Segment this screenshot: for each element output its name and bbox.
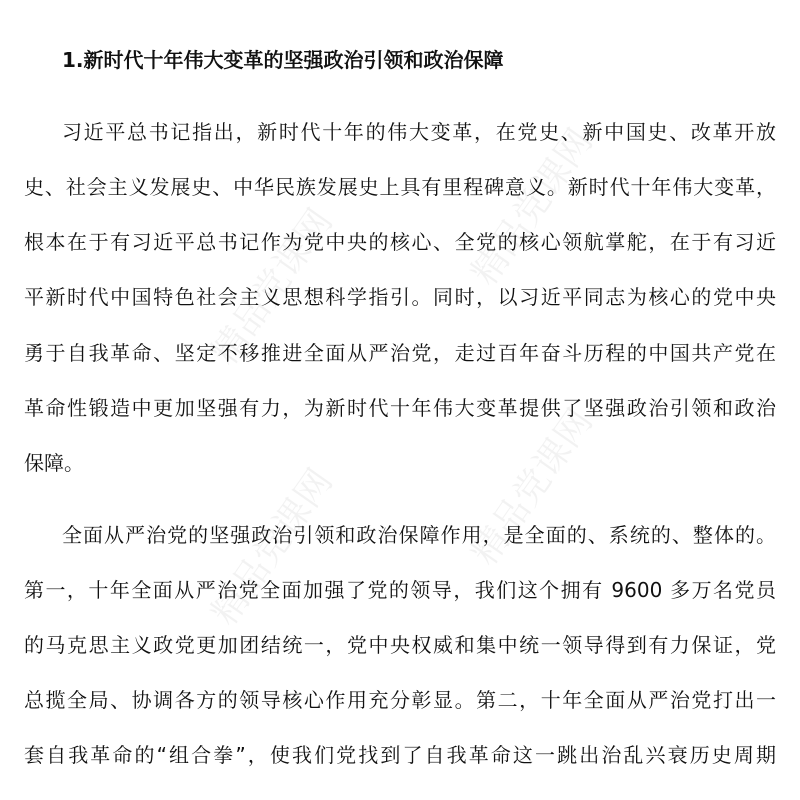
paragraph-line: 第一，十年全面从严治党全面加强了党的领导，我们这个拥有 9600 多万名党员 <box>24 578 776 602</box>
watermark: 精品党课网 <box>204 201 341 373</box>
paragraph-line: 平新时代中国特色社会主义思想科学指引。同时，以习近平同志为核心的党中央 <box>24 285 776 309</box>
paragraph-line: 史、社会主义发展史、中华民族发展史上具有里程碑意义。新时代十年伟大变革， <box>24 175 776 199</box>
section-heading: 1.新时代十年伟大变革的坚强政治引领和政治保障 <box>62 48 504 72</box>
paragraph-line: 保障。 <box>24 451 84 475</box>
paragraph-line: 革命性锻造中更加坚强有力，为新时代十年伟大变革提供了坚强政治引领和政治 <box>24 396 776 420</box>
paragraph-line: 套自我革命的“组合拳”，使我们党找到了自我革命这一跳出治乱兴衰历史周期 <box>24 743 776 767</box>
paragraph-line: 的马克思主义政党更加团结统一，党中央权威和集中统一领导得到有力保证，党 <box>24 633 776 657</box>
paragraph-line: 习近平总书记指出，新时代十年的伟大变革，在党史、新中国史、改革开放 <box>62 120 776 144</box>
paragraph-line: 根本在于有习近平总书记作为党中央的核心、全党的核心领航掌舵，在于有习近 <box>24 230 776 254</box>
paragraph-line: 勇于自我革命、坚定不移推进全面从严治党，走过百年奋斗历程的中国共产党在 <box>24 341 776 365</box>
watermark: 精品党课网 <box>204 461 341 633</box>
paragraph-line: 总揽全局、协调各方的领导核心作用充分彰显。第二，十年全面从严治党打出一 <box>24 688 776 712</box>
paragraph-line: 全面从严治党的坚强政治引领和政治保障作用，是全面的、系统的、整体的。 <box>62 523 776 547</box>
watermark: 精品党课网 <box>464 401 601 573</box>
watermark: 精品党课网 <box>464 121 601 293</box>
